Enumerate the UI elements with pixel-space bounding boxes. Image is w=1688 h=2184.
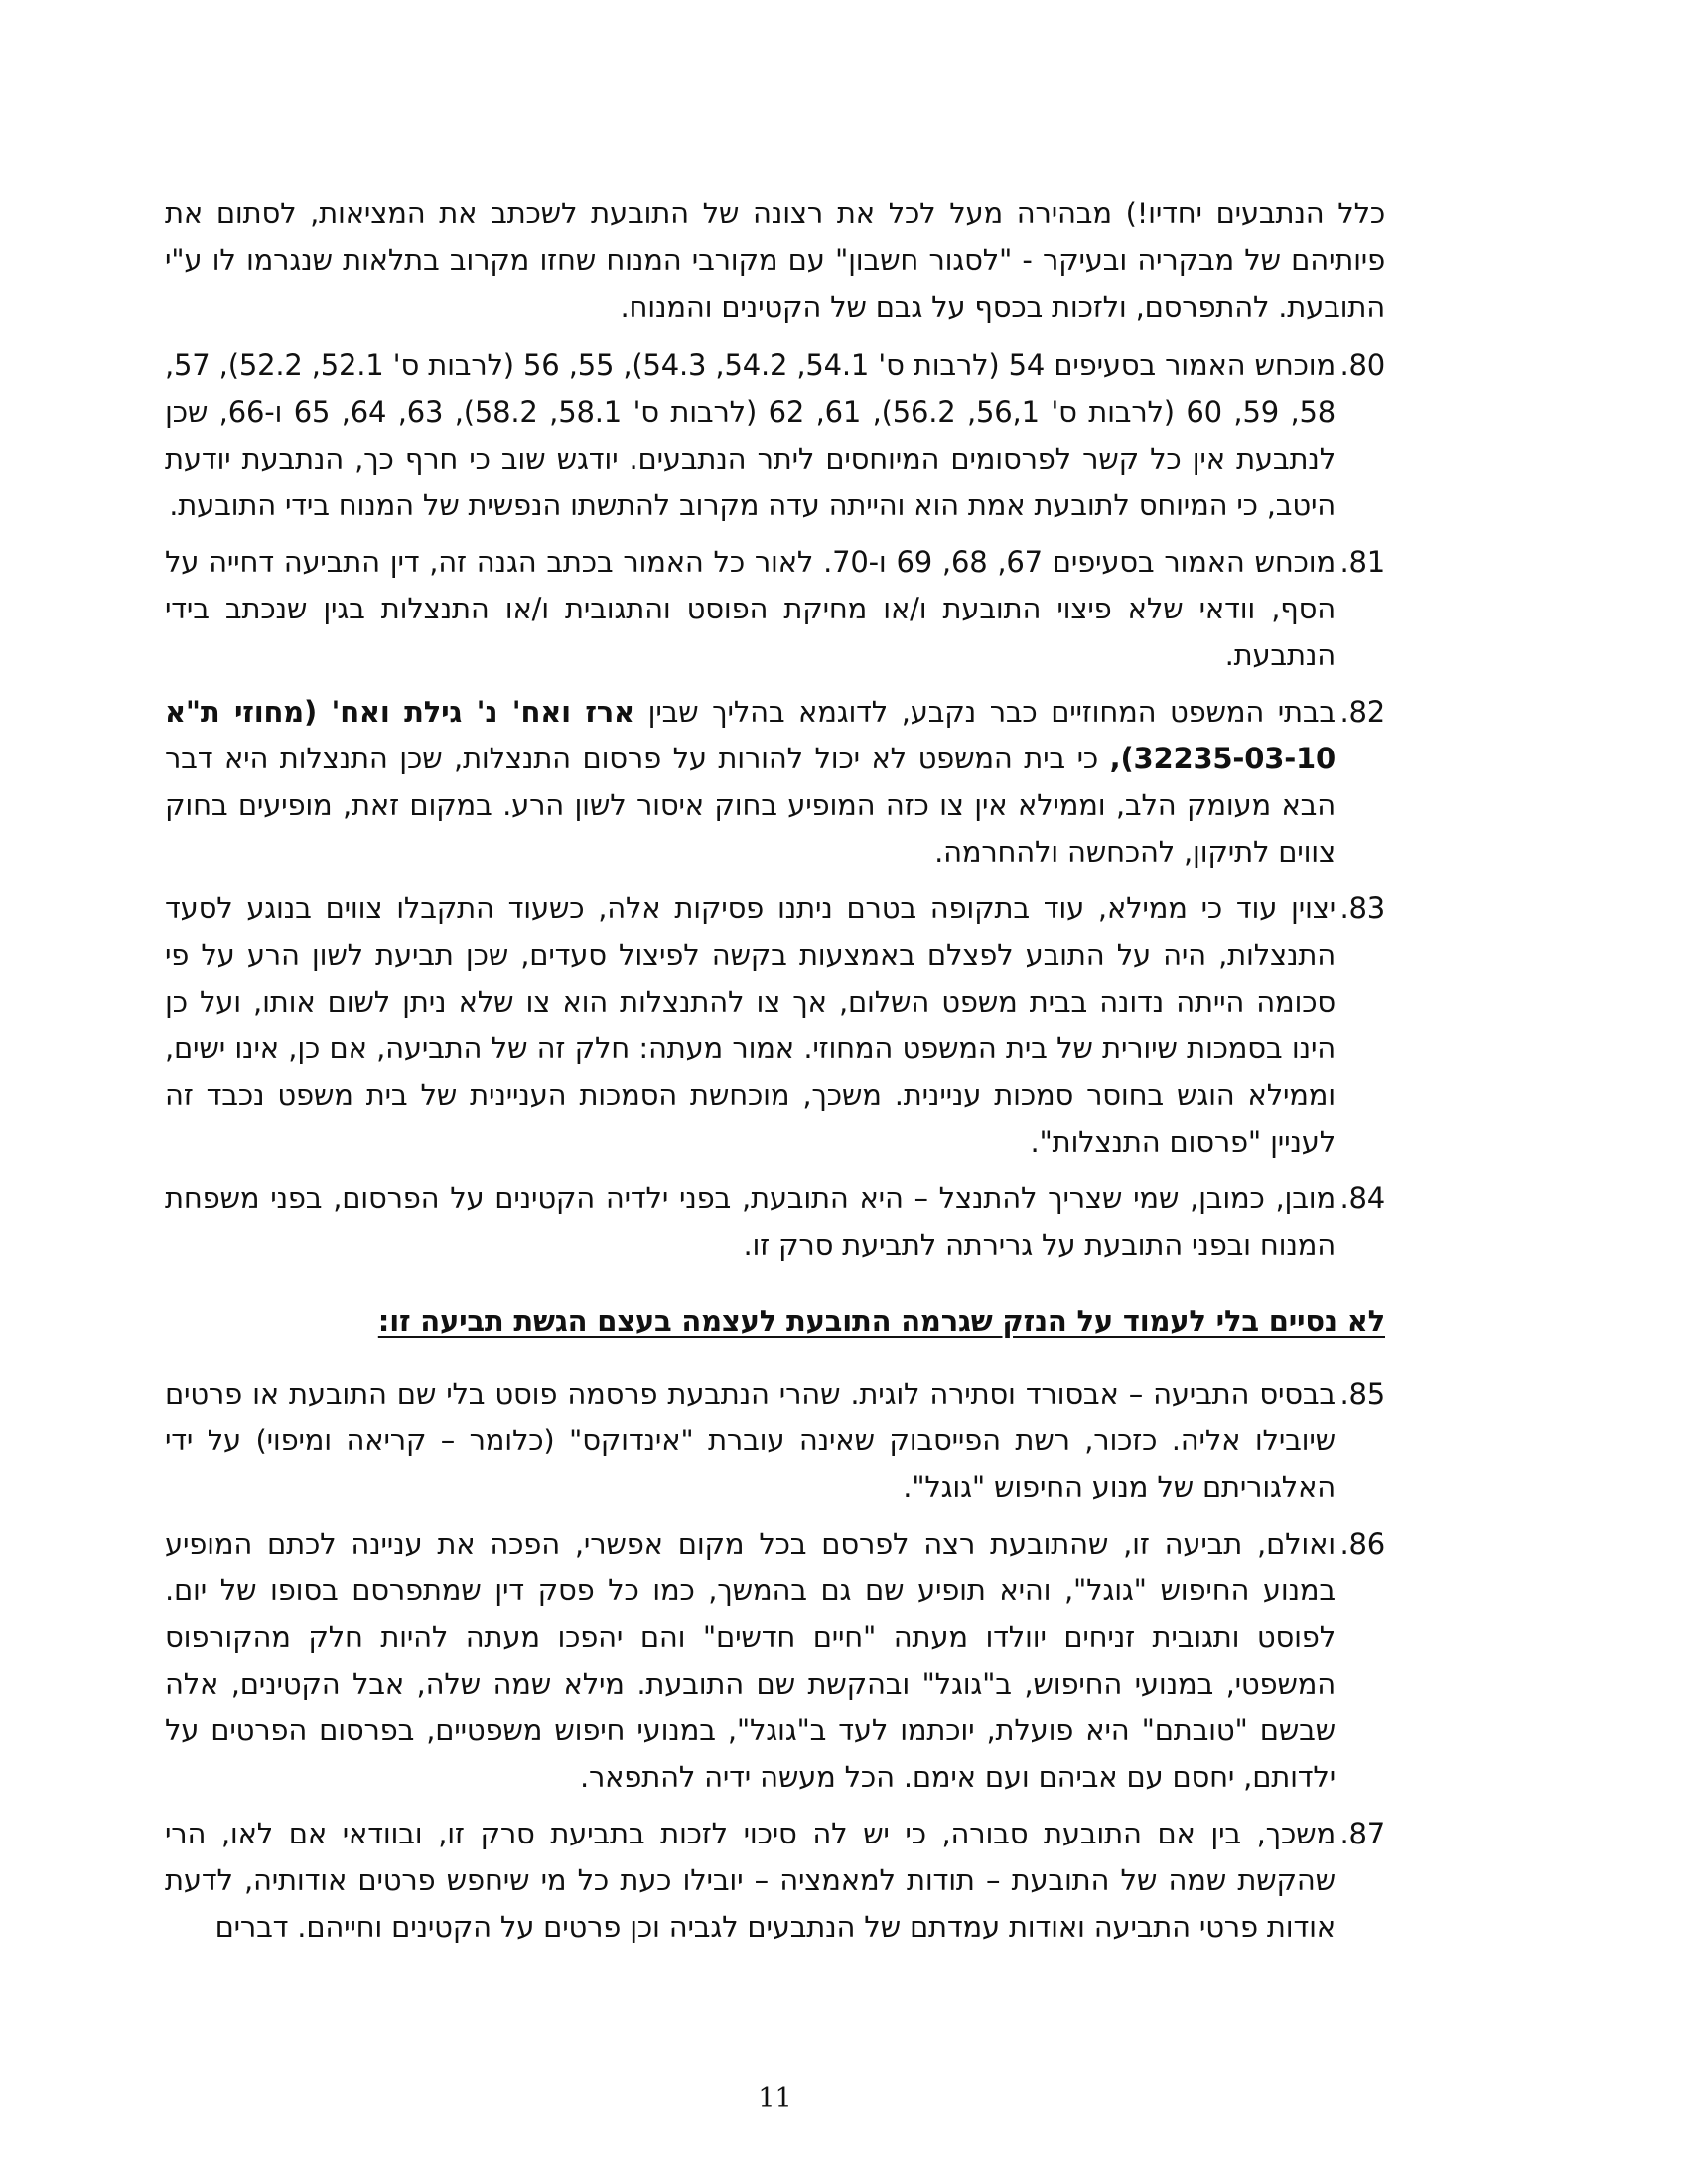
numbered-paragraph	[165, 1811, 1385, 1951]
paragraph-text: מובן, כמובן, שמי שצריך להתנצל – היא התובעת, בפני ילדיה הקטינים על הפרסום, בפני משפחת המנוח ובפני התובעת על גרירתה לתביעת סרק זו.	[165, 1181, 1336, 1262]
paragraph-text: בבתי המשפט המחוזיים כבר נקבע, לדוגמא בהליך שבין	[633, 695, 1336, 729]
numbered-paragraphs-85-87	[165, 1371, 1385, 1951]
paragraph-text: בבסיס התביעה – אבסורד וסתירה לוגית. שהרי הנתבעת פרסמה פוסט בלי שם התובעת או פרטים שיובילו אליה. כזכור, רשת הפייסבוק שאינה עוברת "אינדוקס" (כלומר – קריאה ומיפוי) על ידי האלגוריתם של מנוע החיפוש "גוגל".	[165, 1377, 1336, 1504]
paragraph-text: כי בית המשפט לא יכול להורות על פרסום התנצלות, שכן התנצלות היא דבר הבא מעומק הלב, וממילא אין צו כזה המופיע בחוק איסור לשון הרע. במקום זאת, מופיעים בחוק צווים לתיקון, להכחשה ולהחרמה.	[165, 742, 1336, 869]
numbered-paragraph	[165, 1521, 1385, 1801]
paragraph-number: 84.	[1339, 1181, 1385, 1215]
paragraph-text: מוכחש האמור בסעיפים 54 (לרבות ס' 54.1, 54.2, 54.3), 55, 56 (לרבות ס' 52.1, 52.2), 57, 58, 59, 60 (לרבות ס' 56,1, 56.2), 61, 62 (לרבות ס' 58.1, 58.2), 63, 64, 65 ו-66, שכן לנתבעת אין כל קשר לפרסומים המיוחסים ליתר הנתבעים. יודגש שוב כי חרף כך, הנתבעת יודעת היטב, כי המיוחס לתובעת אמת הוא והייתה עדה מקרוב להתשתו הנפשית של המנוח בידי התובעת.	[165, 348, 1336, 522]
numbered-paragraph	[165, 539, 1385, 679]
numbered-paragraphs-80-84	[165, 342, 1385, 1269]
paragraph-text: מוכחש האמור בסעיפים 67, 68, 69 ו-70. לאור כל האמור בכתב הגנה זה, דין התביעה דחייה על הסף, וודאי שלא פיצוי התובעת ו/או מחיקת הפוסט והתגובית ו/או התנצלות בגין שנכתב בידי הנתבעת.	[165, 545, 1336, 672]
paragraph-number: 81.	[1339, 545, 1385, 579]
numbered-paragraph	[165, 1175, 1385, 1269]
paragraph-text: משכך, בין אם התובעת סבורה, כי יש לה סיכוי לזכות בתביעת סרק זו, ובוודאי אם לאו, הרי שהקשת שמה של התובעת – תודות למאמציה – יובילו כעת כל מי שיחפש פרטים אודותיה, לדעת אודות פרטי התביעה ואודות עמדתם של הנתבעים לגביה וכן פרטים על הקטינים וחייהם. דברים	[165, 1817, 1336, 1944]
numbered-paragraph	[165, 689, 1385, 876]
paragraph-number: 83.	[1339, 891, 1385, 925]
numbered-paragraph	[165, 1371, 1385, 1511]
section-heading: לא נסיים בלי לעמוד על הנזק שגרמה התובעת לעצמה בעצם הגשת תביעה זו:	[377, 1304, 1385, 1338]
paragraph-number: 80.	[1339, 348, 1385, 382]
paragraph-text: יצוין עוד כי ממילא, עוד בתקופה בטרם ניתנו פסיקות אלה, כשעוד התקבלו צווים בנוגע לסעד התנצלות, היה על התובע לפצלם באמצעות בקשה לפיצול סעדים, שכן תביעת לשון הרע על פי סכומה הייתה נדונה בבית משפט השלום, אך צו להתנצלות הוא צו שלא ניתן לשום אותו, ועל כן הינו בסמכות שיורית של בית המשפט המחוזי. אמור מעתה: חלק זה של התביעה, אם כן, אינו ישים, וממילא הוגש בחוסר סמכות עניינית. משכך, מוכחשת הסמכות העניינית של בית משפט נכבד זה לעניין "פרסום התנצלות".	[165, 891, 1336, 1159]
case-citation: ארז ואח' נ' גילת ואח' (מחוזי ת"א 32235-03-10),	[165, 695, 1336, 775]
intro-paragraph: כלל הנתבעים יחדיו!) מבהירה מעל לכל את רצונה של התובעת לשכתב את המציאות, לסתום את פיותיהם של מבקריה ובעיקר - "לסגור חשבון" עם מקורבי המנוח שחזו מקרוב בתלאות שנגרמו לו ע"י התובעת. להתפרסם, ולזכות בכסף על גבם של הקטינים והמנוח.	[165, 197, 1385, 324]
numbered-paragraph	[165, 886, 1385, 1165]
paragraph-number: 82.	[1339, 695, 1385, 729]
page-footer	[165, 2083, 1385, 2114]
paragraph-number: 86.	[1339, 1527, 1385, 1561]
numbered-paragraph	[165, 342, 1385, 529]
document-body	[165, 191, 1385, 1961]
paragraph-text: ואולם, תביעה זו, שהתובעת רצה לפרסם בכל מקום אפשרי, הפכה את עניינה לכתם המופיע במנוע החיפוש "גוגל", והיא תופיע שם גם בהמשך, כמו כל פסק דין שמתפרסם בסופו של יום. לפוסט ותגובית זניחים יוולדו מעתה "חיים חדשים" והם יהפכו מעתה להיות חלק מהקורפוס המשפטי, במנועי החיפוש, ב"גוגל" ובהקשת שם התובעת. מילא שמה שלה, אבל הקטינים, אלה שבשם "טובתם" היא פועלת, יוכתמו לעד ב"גוגל", במנועי חיפוש משפטיים, בפרסום הפרטים על ילדותם, יחסם עם אביהם ועם אימם. הכל מעשה ידיה להתפאר.	[165, 1527, 1336, 1794]
paragraph-number: 87.	[1339, 1817, 1385, 1850]
paragraph-number: 85.	[1339, 1377, 1385, 1411]
page-number: 11	[758, 2083, 792, 2114]
